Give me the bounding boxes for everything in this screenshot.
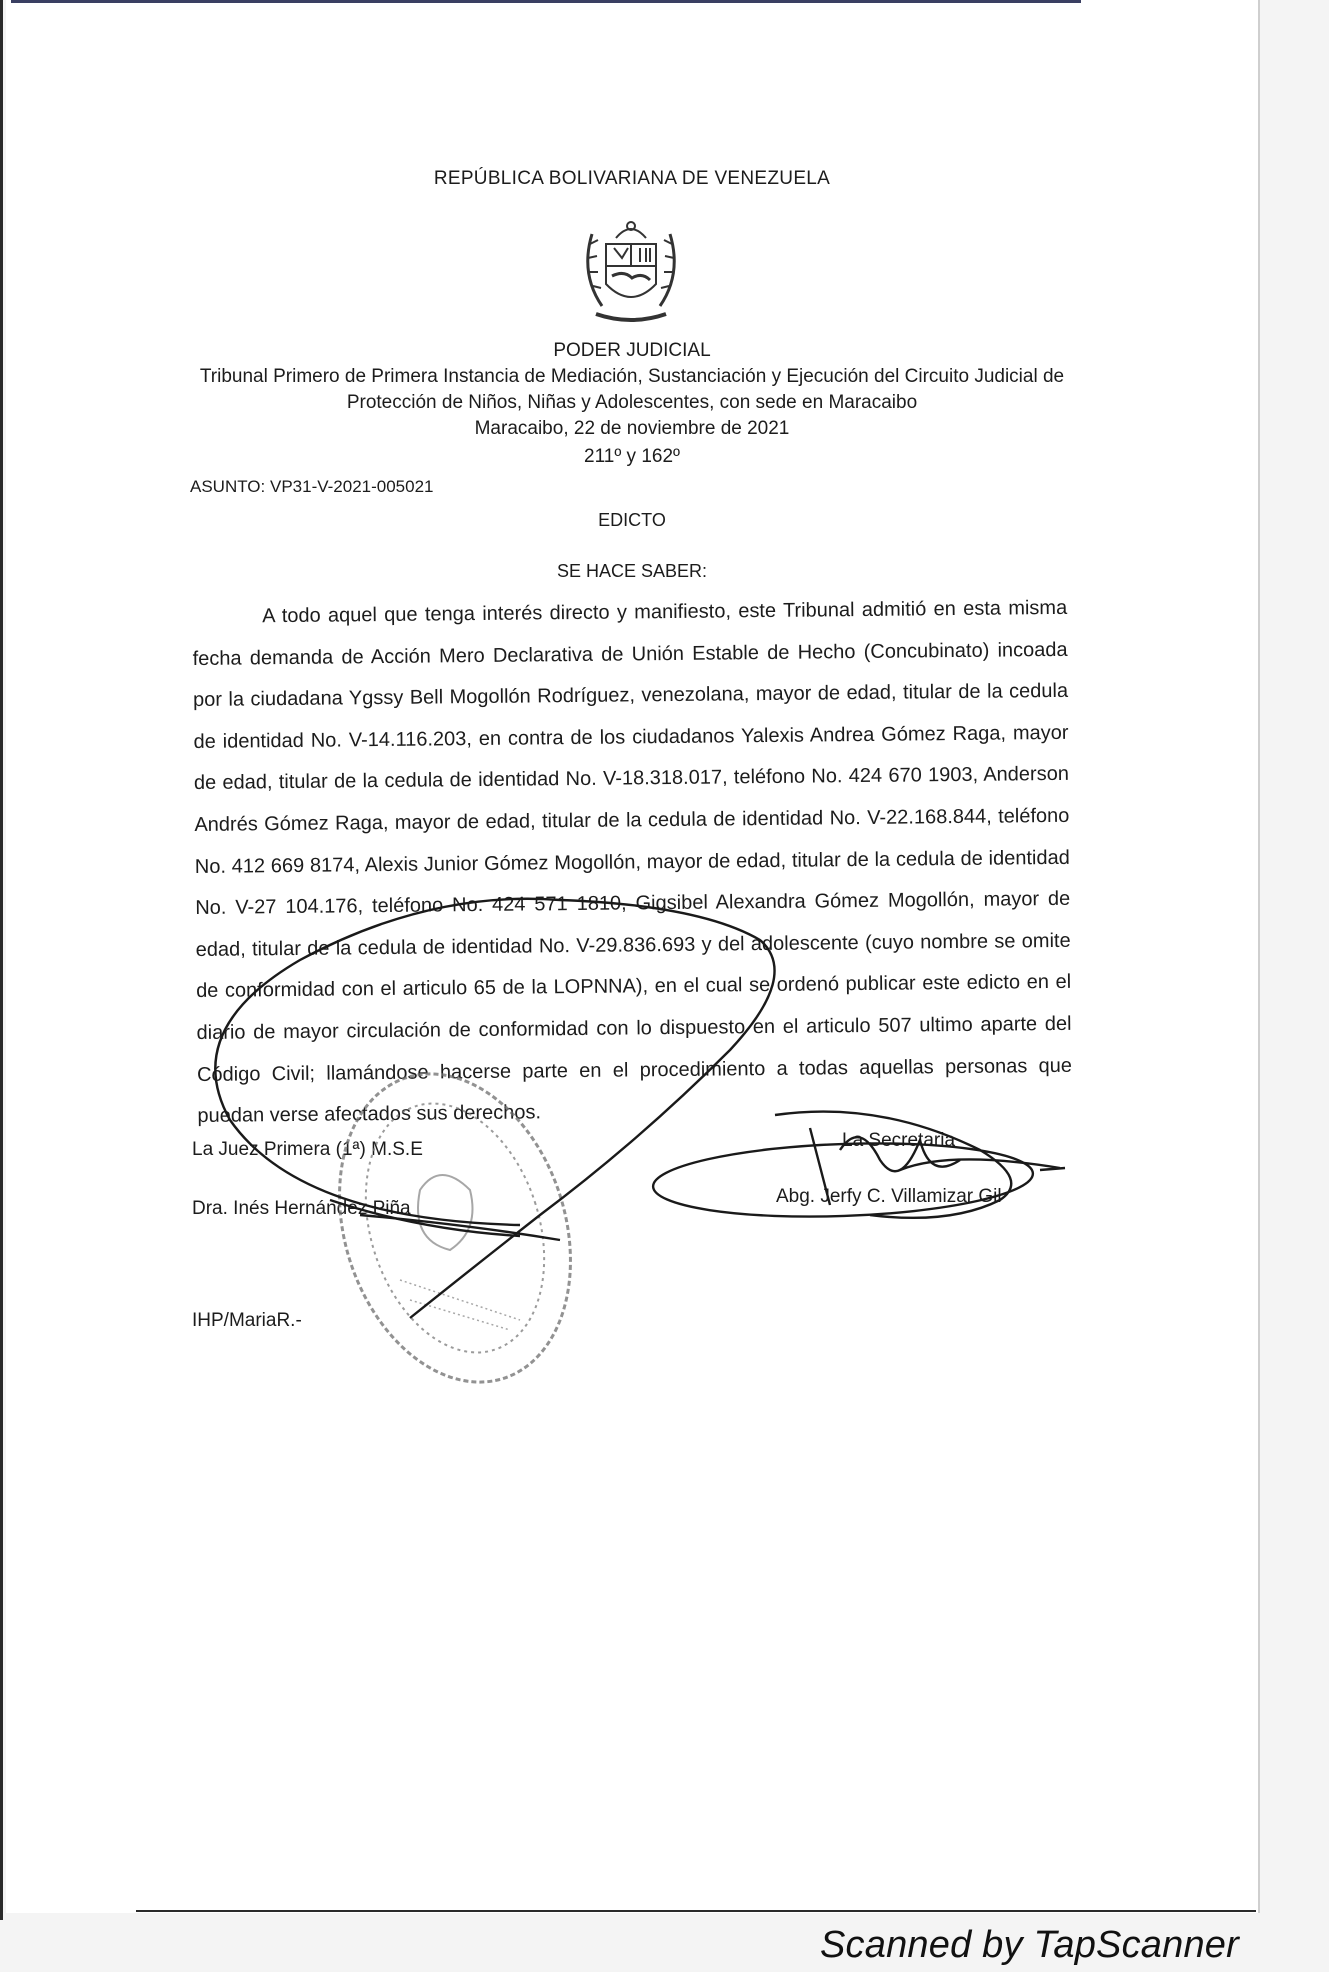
edict-paragraph: A todo aquel que tenga interés directo y manifiesto, este Tribunal admitió en esta misma fecha demanda de Acción Mero Declarativa de Unión Estable de Hecho (Concubinato) incoada por la ciudadana Ygssy Bell Mogollón Rodríguez, venezolana, mayor de edad, titular de la cedula de identidad No. V-14.116.203, en contra de los ciudadanos Yalexis Andrea Gómez Raga, mayor de edad, titular de la cedula de identidad No. V-18.318.017, teléfono No. 424 670 1903, Anderson Andrés Gómez Raga, mayor de edad, titular de la cedula de identidad No. V-22.168.844, teléfono No. 412 669 8174, Alexis Junior Gómez Mogollón, mayor de edad, titular de la cedula de identidad No. V-27 104.176, teléfono No. 424 571 1810, Gigsibel Alexandra Gómez Mogollón, mayor de edad, titular de la cedula de identidad No. V-29.836.693 y del adolescente (cuyo nombre se omite de conformidad con el articulo 65 de la LOPNNA), en el cual se ordenó publicar este edicto en el diario de mayor circulación de conformidad con lo dispuesto en el articulo 507 ultimo aparte del Código Civil; llamándose hacerse parte en el procedimiento a todas aquellas personas que puedan verse afectados sus derechos. (192, 596, 1073, 1128)
secretary-title: La Secretaria (842, 1130, 956, 1151)
years-of-independence: 211º y 162º (584, 446, 680, 467)
secretary-name: Abg. Jerfy C. Villamizar Gil (776, 1186, 1002, 1207)
place-date: Maracaibo, 22 de noviembre de 2021 (474, 418, 790, 439)
document-page (6, 0, 1260, 1913)
edict-body (192, 588, 1073, 1138)
case-number: ASUNTO: VP31-V-2021-005021 (190, 477, 434, 496)
document-title: EDICTO (598, 510, 666, 530)
judge-name: Dra. Inés Hernández Piña (192, 1198, 411, 1219)
scan-edge-left (0, 0, 3, 1920)
se-hace-saber: SE HACE SABER: (556, 561, 708, 581)
tribunal-name: Tribunal Primero de Primera Instancia de Mediación, Sustanciación y Ejecución del Circuito Judicial de Protección de Niños, Niñas y Adolescentes, con sede en Maracaibo (199, 366, 1065, 413)
initials: IHP/MariaR.- (192, 1310, 302, 1331)
poder-judicial: PODER JUDICIAL (553, 340, 711, 361)
scan-edge-bottom (136, 1910, 1256, 1912)
coat-of-arms-icon (572, 214, 690, 330)
scan-edge-top (11, 0, 1081, 3)
scanner-watermark: Scanned by TapScanner (820, 1924, 1239, 1966)
judge-title: La Juez Primera (1ª) M.S.E (192, 1139, 423, 1160)
republic-header: REPÚBLICA BOLIVARIANA DE VENEZUELA (433, 168, 831, 189)
